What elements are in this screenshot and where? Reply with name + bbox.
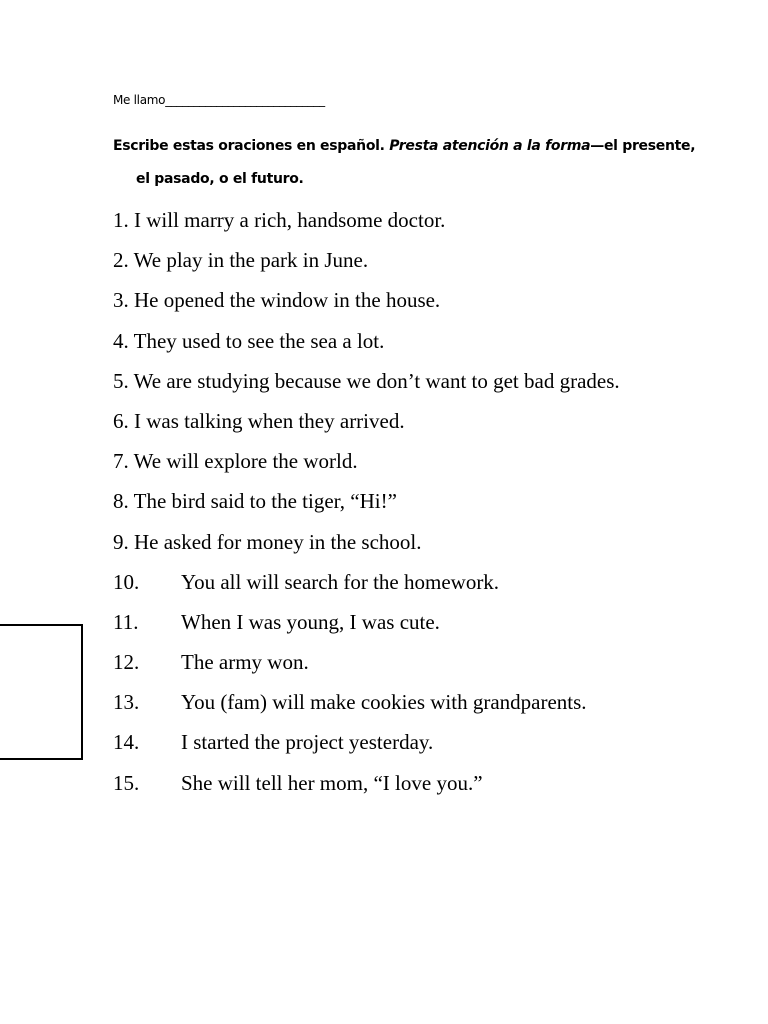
item-text: I started the project yesterday. — [181, 730, 434, 755]
list-item — [113, 686, 620, 726]
list-item — [113, 485, 620, 525]
item-text: He opened the window in the house. — [134, 288, 441, 313]
sentence-list — [113, 204, 620, 807]
list-item — [113, 445, 620, 485]
item-text: You (fam) will make cookies with grandparents. — [181, 690, 587, 715]
item-number: 14. — [113, 730, 140, 755]
list-item — [113, 526, 620, 566]
item-number: 10. — [113, 569, 140, 594]
instructions-text-continued: —el presente, — [590, 138, 696, 154]
item-text: You all will search for the homework. — [181, 569, 500, 594]
list-item — [113, 566, 620, 606]
list-item — [113, 244, 620, 284]
item-text: We play in the park in June. — [133, 248, 369, 273]
item-number: 4. — [113, 328, 129, 353]
item-number: 13. — [113, 690, 140, 715]
item-text: I was talking when they arrived. — [134, 408, 405, 433]
item-text: They used to see the sea a lot. — [133, 328, 385, 353]
list-item — [113, 405, 620, 445]
list-item — [113, 726, 620, 766]
name-label: Me llamo — [113, 93, 166, 107]
list-item — [113, 325, 620, 365]
instructions-line-1 — [113, 130, 713, 163]
item-number: 5. — [113, 368, 129, 393]
list-item — [113, 767, 620, 807]
item-text: He asked for money in the school. — [134, 529, 422, 554]
instructions-emphasis: Presta atención a la forma — [389, 138, 591, 154]
item-text: When I was young, I was cute. — [181, 609, 440, 634]
item-number: 8. — [113, 489, 129, 514]
item-number: 3. — [113, 288, 129, 313]
margin-box — [0, 624, 83, 760]
list-item — [113, 365, 620, 405]
item-text: The army won. — [181, 650, 309, 675]
item-text: We will explore the world. — [133, 449, 358, 474]
item-number: 6. — [113, 408, 129, 433]
item-text: We are studying because we don’t want to get bad grades. — [133, 368, 620, 393]
item-text: The bird said to the tiger, “Hi!” — [133, 489, 397, 514]
item-number: 7. — [113, 449, 129, 474]
item-number: 1. — [113, 208, 129, 232]
item-number: 15. — [113, 770, 140, 795]
item-number: 9. — [113, 529, 129, 554]
list-item — [113, 606, 620, 646]
instructions-line-2: el pasado, o el futuro. — [136, 171, 304, 187]
item-text: She will tell her mom, “I love you.” — [181, 770, 483, 795]
list-item — [113, 646, 620, 686]
item-number: 11. — [113, 609, 139, 634]
list-item — [113, 204, 620, 244]
list-item — [113, 284, 620, 324]
item-text: I will marry a rich, handsome doctor. — [134, 208, 446, 232]
item-number: 2. — [113, 248, 129, 273]
instructions-text: Escribe estas oraciones en español. — [113, 138, 390, 154]
name-blank: ____________________________ — [165, 93, 325, 107]
item-number: 12. — [113, 650, 140, 675]
instructions — [113, 130, 713, 196]
name-line — [113, 93, 325, 107]
